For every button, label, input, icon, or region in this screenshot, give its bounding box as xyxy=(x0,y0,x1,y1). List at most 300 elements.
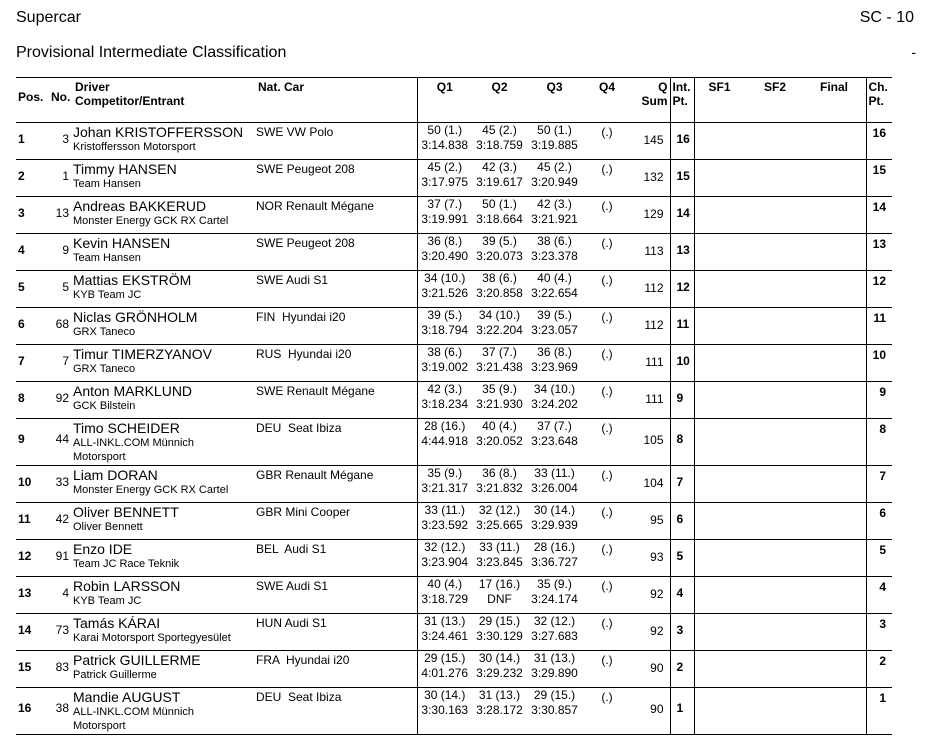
row-q2 xyxy=(472,614,527,651)
row-driver: Mandie AUGUST xyxy=(73,689,181,705)
row-int-pt: 16 xyxy=(670,123,694,160)
row-q1 xyxy=(417,651,472,688)
row-pos: 7 xyxy=(16,345,49,382)
table-row xyxy=(16,419,892,466)
row-q1-points: 45 (2.) xyxy=(427,160,463,174)
row-nat-car: RUS Hyundai i20 xyxy=(256,345,417,382)
row-pos: 15 xyxy=(16,651,49,688)
col-q3: Q3 xyxy=(527,78,582,123)
row-q3 xyxy=(527,577,582,614)
row-q3 xyxy=(527,271,582,308)
row-team: Monster Energy GCK RX Cartel xyxy=(73,215,229,227)
row-q4: (.) xyxy=(582,271,632,308)
row-q1 xyxy=(417,503,472,540)
row-q4: (.) xyxy=(582,382,632,419)
row-q1 xyxy=(417,577,472,614)
row-q1-time: 3:24.461 xyxy=(421,629,469,643)
row-sf2 xyxy=(750,540,806,577)
col-competitor-label: Competitor/Entrant xyxy=(75,94,185,108)
row-team: Karai Motorsport Sportegyesület xyxy=(73,632,231,644)
row-q1-time: 3:18.794 xyxy=(421,323,469,337)
row-q3 xyxy=(527,160,582,197)
row-sf1 xyxy=(694,382,750,419)
table-row xyxy=(16,308,892,345)
row-q3-time: 3:27.683 xyxy=(531,629,578,643)
row-sf2 xyxy=(750,614,806,651)
row-sf1 xyxy=(694,466,750,503)
row-pos: 5 xyxy=(16,271,49,308)
row-int-pt: 7 xyxy=(670,466,694,503)
row-team: KYB Team JC xyxy=(73,595,142,607)
row-q1-time: 3:19.002 xyxy=(421,360,469,374)
row-pos: 11 xyxy=(16,503,49,540)
row-q2-time: DNF xyxy=(487,592,512,606)
table-row xyxy=(16,160,892,197)
row-q2 xyxy=(472,540,527,577)
row-sf1 xyxy=(694,197,750,234)
row-q4: (.) xyxy=(582,540,632,577)
row-int-pt: 2 xyxy=(670,651,694,688)
row-q3-points: 50 (1.) xyxy=(537,123,572,137)
row-final xyxy=(806,466,866,503)
row-q2-time: 3:18.664 xyxy=(476,212,523,226)
row-driver: Timmy HANSEN xyxy=(73,161,177,177)
row-driver: Patrick GUILLERME xyxy=(73,652,201,668)
row-sf2 xyxy=(750,345,806,382)
table-row xyxy=(16,271,892,308)
table-row xyxy=(16,688,892,735)
row-q3-time: 3:24.174 xyxy=(531,592,578,606)
row-q1-points: 36 (8.) xyxy=(427,234,463,248)
row-no: 83 xyxy=(49,651,73,688)
row-q3-time: 3:26.004 xyxy=(531,481,578,495)
row-driver-cell xyxy=(73,503,256,540)
row-no: 7 xyxy=(49,345,73,382)
row-q1-time: 3:20.490 xyxy=(421,249,469,263)
row-q2-points: 50 (1.) xyxy=(482,197,517,211)
row-driver-cell xyxy=(73,651,256,688)
row-sf2 xyxy=(750,123,806,160)
row-q3 xyxy=(527,123,582,160)
row-team-line2: Motorsport xyxy=(73,720,126,732)
row-driver-cell xyxy=(73,540,256,577)
row-driver: Mattias EKSTRÖM xyxy=(73,272,192,288)
row-q2 xyxy=(472,577,527,614)
row-ch-pt: 15 xyxy=(866,160,892,197)
row-q2-time: 3:20.052 xyxy=(476,434,523,448)
row-sf1 xyxy=(694,419,750,466)
row-q1-points: 50 (1.) xyxy=(427,123,463,137)
row-q2 xyxy=(472,197,527,234)
table-row xyxy=(16,197,892,234)
col-int-label: Int. xyxy=(672,80,691,94)
row-q1-time: 3:21.526 xyxy=(421,286,469,300)
row-q1-time: 3:19.991 xyxy=(421,212,469,226)
row-q1-points: 29 (15.) xyxy=(424,651,466,665)
row-driver-cell xyxy=(73,466,256,503)
row-driver-cell xyxy=(73,234,256,271)
row-no: 3 xyxy=(49,123,73,160)
row-q3-points: 38 (6.) xyxy=(537,234,572,248)
row-pos: 14 xyxy=(16,614,49,651)
row-q2-time: 3:19.617 xyxy=(476,175,523,189)
row-q3-points: 39 (5.) xyxy=(537,308,572,322)
row-q1-time: 3:23.592 xyxy=(421,518,469,532)
row-sf2 xyxy=(750,271,806,308)
row-q-sum: 112 xyxy=(632,271,670,308)
row-driver-cell xyxy=(73,197,256,234)
row-no: 13 xyxy=(49,197,73,234)
row-sf1 xyxy=(694,271,750,308)
row-team: ALL-INKL.COM Münnich xyxy=(73,706,195,718)
row-q4: (.) xyxy=(582,197,632,234)
row-q3 xyxy=(527,540,582,577)
row-sf1 xyxy=(694,577,750,614)
row-int-pt: 13 xyxy=(670,234,694,271)
row-q-sum: 90 xyxy=(632,688,670,735)
row-q3-time: 3:29.890 xyxy=(531,666,578,680)
row-final xyxy=(806,345,866,382)
row-final xyxy=(806,614,866,651)
row-q4: (.) xyxy=(582,503,632,540)
col-pt-label: Pt. xyxy=(672,94,688,108)
row-no: 91 xyxy=(49,540,73,577)
row-int-pt: 12 xyxy=(670,271,694,308)
row-driver: Kevin HANSEN xyxy=(73,235,171,251)
row-q1 xyxy=(417,308,472,345)
row-q2 xyxy=(472,234,527,271)
row-q2-time: 3:23.845 xyxy=(476,555,523,569)
row-nat-car: FRA Hyundai i20 xyxy=(256,651,417,688)
row-q1-points: 28 (16.) xyxy=(424,419,466,433)
row-q3-time: 3:20.949 xyxy=(531,175,578,189)
row-q3-points: 34 (10.) xyxy=(533,382,576,396)
row-q1-points: 42 (3.) xyxy=(427,382,463,396)
row-q1-points: 33 (11.) xyxy=(424,503,465,517)
row-q1-time: 3:18.729 xyxy=(421,592,469,606)
row-q1 xyxy=(417,197,472,234)
row-sf1 xyxy=(694,614,750,651)
row-q-sum: 95 xyxy=(632,503,670,540)
row-q2 xyxy=(472,345,527,382)
row-driver: Oliver BENNETT xyxy=(73,504,179,520)
row-nat-car: NOR Renault Mégane xyxy=(256,197,417,234)
row-driver-cell xyxy=(73,308,256,345)
row-ch-pt: 16 xyxy=(866,123,892,160)
row-driver: Anton MARKLUND xyxy=(73,383,193,399)
col-driver xyxy=(73,78,256,123)
row-ch-pt: 13 xyxy=(866,234,892,271)
col-q-label: Q xyxy=(658,80,668,94)
row-ch-pt: 4 xyxy=(866,577,892,614)
row-q3-points: 37 (7.) xyxy=(537,419,572,433)
row-q1-points: 32 (12.) xyxy=(424,540,466,554)
row-q2-points: 38 (6.) xyxy=(482,271,517,285)
row-q1-time: 3:23.904 xyxy=(421,555,469,569)
row-ch-pt: 3 xyxy=(866,614,892,651)
row-no: 4 xyxy=(49,577,73,614)
row-sf2 xyxy=(750,160,806,197)
row-q4: (.) xyxy=(582,577,632,614)
table-row xyxy=(16,234,892,271)
row-q-sum: 132 xyxy=(632,160,670,197)
row-no: 92 xyxy=(49,382,73,419)
row-q3-time: 3:24.202 xyxy=(531,397,578,411)
row-sf2 xyxy=(750,308,806,345)
row-q3-points: 42 (3.) xyxy=(537,197,572,211)
row-q1-time: 3:21.317 xyxy=(421,481,469,495)
row-no: 1 xyxy=(49,160,73,197)
row-q2-points: 34 (10.) xyxy=(478,308,521,322)
row-no: 42 xyxy=(49,503,73,540)
row-q2-points: 33 (11.) xyxy=(479,540,520,554)
col-sum-label: Sum xyxy=(641,94,668,108)
row-q2 xyxy=(472,382,527,419)
row-q1-points: 34 (10.) xyxy=(424,271,466,285)
row-int-pt: 5 xyxy=(670,540,694,577)
row-q3-points: 35 (9.) xyxy=(537,577,572,591)
row-q2-time: 3:22.204 xyxy=(476,323,523,337)
row-driver: Enzo IDE xyxy=(73,541,133,557)
row-q1 xyxy=(417,540,472,577)
col-q-sum xyxy=(632,78,670,123)
row-sf2 xyxy=(750,419,806,466)
row-ch-pt: 1 xyxy=(866,688,892,735)
table-row xyxy=(16,345,892,382)
row-team: GRX Taneco xyxy=(73,326,136,338)
row-driver: Niclas GRÖNHOLM xyxy=(73,309,198,325)
row-q3-time: 3:21.921 xyxy=(531,212,578,226)
row-nat-car: BEL Audi S1 xyxy=(256,540,417,577)
row-no: 68 xyxy=(49,308,73,345)
row-team: GRX Taneco xyxy=(73,363,136,375)
col-nat-car: Nat. Car xyxy=(256,78,417,123)
row-q3-points: 45 (2.) xyxy=(537,160,572,174)
col-pos: Pos. xyxy=(16,78,49,123)
row-int-pt: 14 xyxy=(670,197,694,234)
row-nat-car: DEU Seat Ibiza xyxy=(256,419,417,466)
row-q1 xyxy=(417,466,472,503)
row-q1-time: 4:44.918 xyxy=(421,434,469,448)
row-pos: 12 xyxy=(16,540,49,577)
row-team: Oliver Bennett xyxy=(73,521,143,533)
row-q-sum: 93 xyxy=(632,540,670,577)
row-q3 xyxy=(527,382,582,419)
row-q-sum: 111 xyxy=(632,345,670,382)
row-team: Patrick Guillerme xyxy=(73,669,157,681)
row-nat-car: FIN Hyundai i20 xyxy=(256,308,417,345)
row-q4: (.) xyxy=(582,688,632,735)
row-q-sum: 112 xyxy=(632,308,670,345)
row-q3 xyxy=(527,345,582,382)
row-nat-car: SWE Audi S1 xyxy=(256,577,417,614)
row-sf2 xyxy=(750,688,806,735)
row-team: GCK Bilstein xyxy=(73,400,136,412)
row-sf2 xyxy=(750,234,806,271)
row-q-sum: 92 xyxy=(632,614,670,651)
row-q1-points: 40 (4.) xyxy=(427,577,463,591)
row-sf1 xyxy=(694,540,750,577)
row-nat-car: SWE Peugeot 208 xyxy=(256,234,417,271)
row-final xyxy=(806,419,866,466)
row-q3-points: 33 (11.) xyxy=(534,466,575,480)
row-q-sum: 90 xyxy=(632,651,670,688)
row-q-sum: 105 xyxy=(632,419,670,466)
row-q4: (.) xyxy=(582,123,632,160)
row-q3 xyxy=(527,466,582,503)
row-q1 xyxy=(417,419,472,466)
table-row xyxy=(16,577,892,614)
row-q1-points: 30 (14.) xyxy=(424,688,466,702)
row-q-sum: 129 xyxy=(632,197,670,234)
row-pos: 4 xyxy=(16,234,49,271)
row-q-sum: 113 xyxy=(632,234,670,271)
row-driver-cell xyxy=(73,688,256,735)
row-team-line2: Motorsport xyxy=(73,451,126,463)
row-q3-time: 3:23.969 xyxy=(531,360,578,374)
row-nat-car: HUN Audi S1 xyxy=(256,614,417,651)
row-no: 33 xyxy=(49,466,73,503)
row-driver-cell xyxy=(73,271,256,308)
row-q4: (.) xyxy=(582,345,632,382)
row-q3 xyxy=(527,651,582,688)
row-nat-car: SWE Audi S1 xyxy=(256,271,417,308)
classification-table xyxy=(16,77,892,735)
row-ch-pt: 8 xyxy=(866,419,892,466)
row-q1 xyxy=(417,160,472,197)
row-q1 xyxy=(417,345,472,382)
row-ch-pt: 12 xyxy=(866,271,892,308)
row-q2 xyxy=(472,466,527,503)
row-q2-points: 29 (15.) xyxy=(478,614,521,628)
row-q2-time: 3:28.172 xyxy=(476,703,523,717)
row-pos: 9 xyxy=(16,419,49,466)
row-ch-pt: 7 xyxy=(866,466,892,503)
row-sf1 xyxy=(694,308,750,345)
row-q2 xyxy=(472,123,527,160)
row-sf2 xyxy=(750,503,806,540)
row-pos: 6 xyxy=(16,308,49,345)
row-q2-time: 3:29.232 xyxy=(476,666,523,680)
row-ch-pt: 2 xyxy=(866,651,892,688)
series-code: SC - 10 xyxy=(859,9,914,26)
row-q1-time: 3:14.838 xyxy=(421,138,469,152)
row-q3-points: 30 (14.) xyxy=(533,503,576,517)
row-driver: Robin LARSSON xyxy=(73,578,181,594)
row-sf1 xyxy=(694,345,750,382)
col-no: No. xyxy=(49,78,73,123)
row-q1-points: 35 (9.) xyxy=(427,466,463,480)
row-q4: (.) xyxy=(582,160,632,197)
row-int-pt: 9 xyxy=(670,382,694,419)
row-final xyxy=(806,160,866,197)
col-sf1: SF1 xyxy=(694,78,750,123)
row-q3-points: 29 (15.) xyxy=(533,688,576,702)
row-driver-cell xyxy=(73,160,256,197)
row-q1 xyxy=(417,382,472,419)
row-q4: (.) xyxy=(582,651,632,688)
row-nat-car: SWE VW Polo xyxy=(256,123,417,160)
row-q3 xyxy=(527,503,582,540)
row-q4: (.) xyxy=(582,419,632,466)
row-q3 xyxy=(527,234,582,271)
row-q4: (.) xyxy=(582,614,632,651)
row-q1-points: 37 (7.) xyxy=(427,197,463,211)
header-dash: - xyxy=(911,44,916,60)
col-final: Final xyxy=(806,78,866,123)
row-driver: Tamás KÁRAI xyxy=(73,615,161,631)
row-q2-points: 31 (13.) xyxy=(478,688,521,702)
row-int-pt: 15 xyxy=(670,160,694,197)
row-int-pt: 11 xyxy=(670,308,694,345)
row-final xyxy=(806,651,866,688)
row-pos: 16 xyxy=(16,688,49,735)
row-q3-time: 3:19.885 xyxy=(531,138,578,152)
row-q2-points: 32 (12.) xyxy=(478,503,521,517)
row-q4: (.) xyxy=(582,234,632,271)
row-q2 xyxy=(472,419,527,466)
row-int-pt: 4 xyxy=(670,577,694,614)
row-q2-points: 35 (9.) xyxy=(482,382,517,396)
row-ch-pt: 14 xyxy=(866,197,892,234)
row-team: Monster Energy GCK RX Cartel xyxy=(73,484,229,496)
row-q2-time: 3:20.858 xyxy=(476,286,523,300)
row-q3 xyxy=(527,308,582,345)
row-sf1 xyxy=(694,688,750,735)
col-q4: Q4 xyxy=(582,78,632,123)
row-q3-time: 3:30.857 xyxy=(531,703,578,717)
row-q1 xyxy=(417,271,472,308)
row-q2-time: 3:18.759 xyxy=(476,138,523,152)
row-no: 38 xyxy=(49,688,73,735)
col-ch-label: Ch. xyxy=(868,80,888,94)
row-ch-pt: 10 xyxy=(866,345,892,382)
table-header-row xyxy=(16,78,892,123)
row-sf2 xyxy=(750,466,806,503)
row-q2-time: 3:21.832 xyxy=(476,481,523,495)
row-q4: (.) xyxy=(582,466,632,503)
row-nat-car: SWE Peugeot 208 xyxy=(256,160,417,197)
row-q1 xyxy=(417,123,472,160)
row-sf1 xyxy=(694,160,750,197)
row-q3 xyxy=(527,688,582,735)
row-ch-pt: 5 xyxy=(866,540,892,577)
row-driver: Liam DORAN xyxy=(73,467,158,483)
col-ch-pt-label: Pt. xyxy=(868,94,884,108)
row-q2 xyxy=(472,503,527,540)
row-no: 9 xyxy=(49,234,73,271)
row-q2-time: 3:21.930 xyxy=(476,397,523,411)
row-q2-time: 3:20.073 xyxy=(476,249,523,263)
row-pos: 2 xyxy=(16,160,49,197)
col-q1: Q1 xyxy=(417,78,472,123)
row-driver: Timo SCHEIDER xyxy=(73,420,180,436)
row-sf1 xyxy=(694,123,750,160)
row-q3-time: 3:29.939 xyxy=(531,518,578,532)
row-q1-points: 38 (6.) xyxy=(427,345,463,359)
table-row xyxy=(16,123,892,160)
row-q3-points: 31 (13.) xyxy=(533,651,576,665)
row-q2 xyxy=(472,651,527,688)
row-q-sum: 145 xyxy=(632,123,670,160)
row-pos: 13 xyxy=(16,577,49,614)
row-driver-cell xyxy=(73,577,256,614)
row-q4: (.) xyxy=(582,308,632,345)
row-final xyxy=(806,577,866,614)
row-q3-time: 3:36.727 xyxy=(531,555,578,569)
row-q1-points: 39 (5.) xyxy=(427,308,463,322)
row-q1-time: 3:18.234 xyxy=(421,397,469,411)
